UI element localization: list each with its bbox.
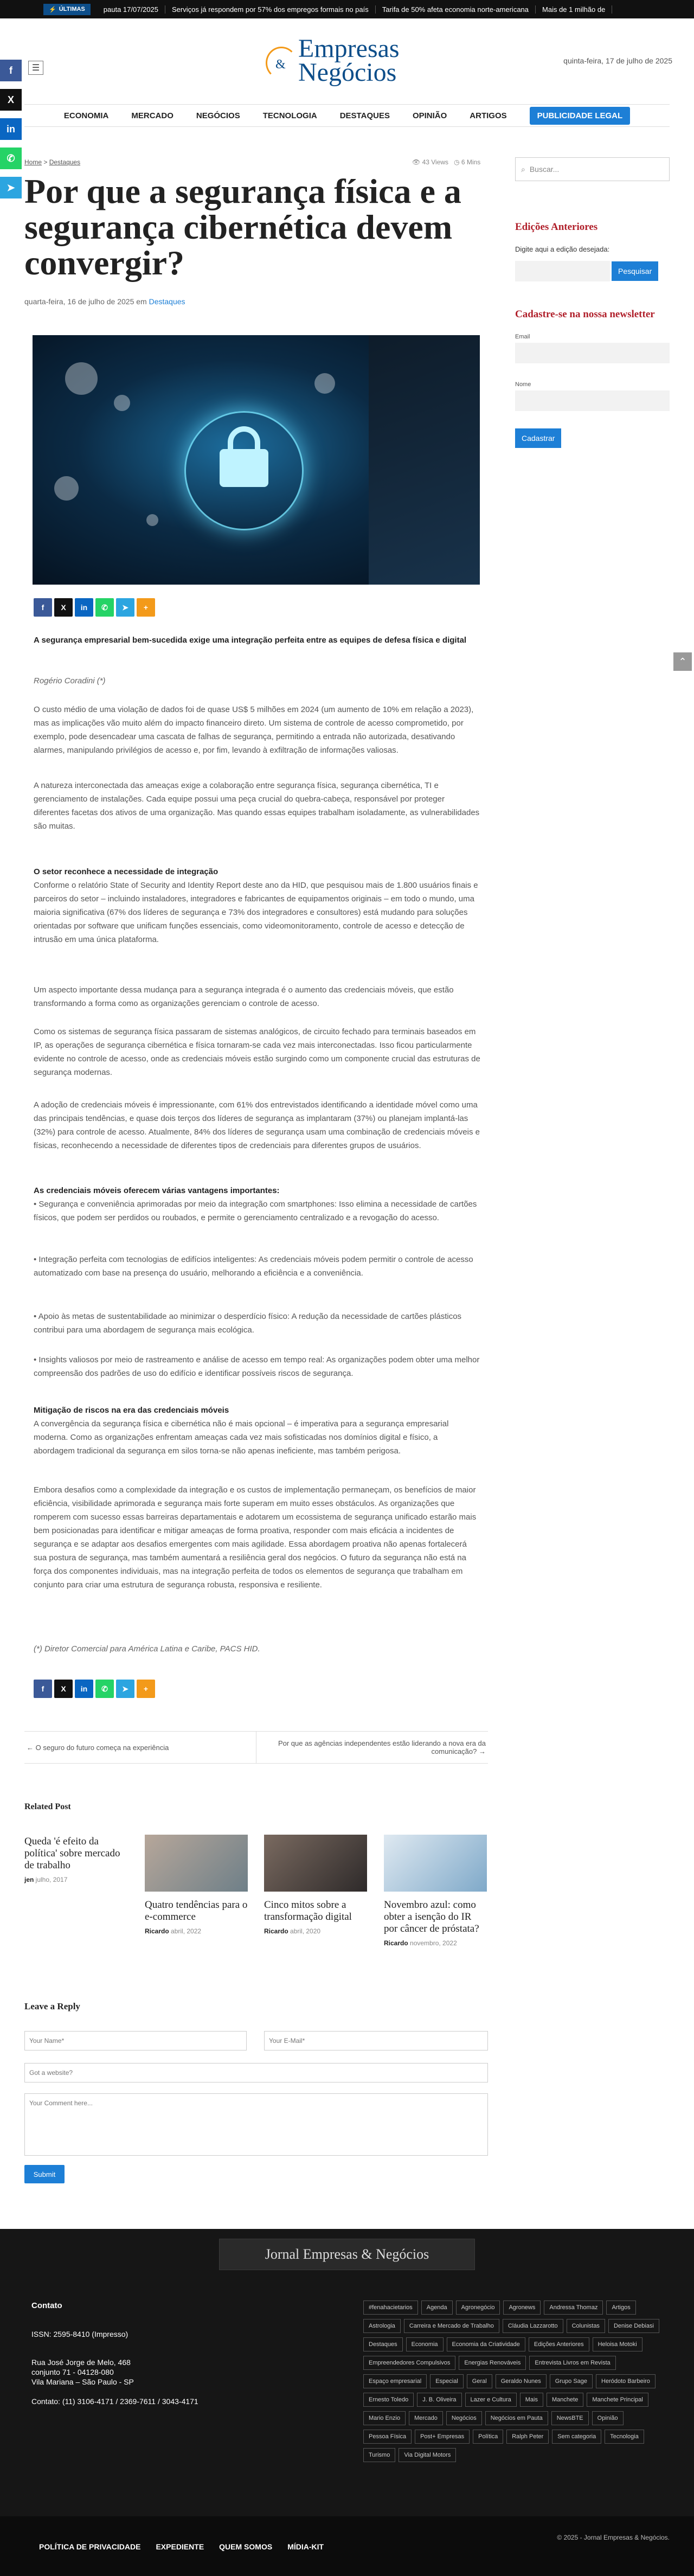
sidebar-search-input[interactable]: ⌕ Buscar... [515, 157, 670, 181]
tag-link[interactable]: Manchete Principal [587, 2393, 648, 2407]
chevron-up-icon: ⌃ [678, 656, 687, 667]
tag-link[interactable]: Edições Anteriores [529, 2337, 589, 2351]
more-share-button[interactable]: + [137, 598, 155, 617]
tag-link[interactable]: Tecnologia [605, 2430, 644, 2444]
menu-toggle-button[interactable] [28, 61, 43, 75]
related-post-meta [24, 1876, 127, 1883]
newsletter-name-label: Nome [515, 381, 531, 388]
whatsapp-share-button[interactable]: ✆ [95, 1680, 114, 1698]
related-post-image[interactable] [264, 1835, 367, 1892]
related-post-author[interactable]: Ricardo [264, 1927, 288, 1935]
tag-link[interactable]: Lazer e Cultura [465, 2393, 517, 2407]
editions-label: Digite aqui a edição desejada: [515, 245, 610, 253]
telegram-share-button[interactable]: ➤ [116, 1680, 134, 1698]
search-icon: ⌕ [521, 164, 525, 174]
related-post[interactable] [24, 1836, 127, 1883]
newsletter-email-label: Email [515, 334, 530, 340]
tag-link[interactable]: Política [473, 2430, 503, 2444]
whatsapp-share-button[interactable]: ✆ [95, 598, 114, 617]
tag-link[interactable]: Denise Debiasi [608, 2319, 659, 2333]
footer-link[interactable]: QUEM SOMOS [219, 2542, 273, 2551]
views-count: 👁 43 Views [412, 158, 449, 166]
tag-link[interactable]: Economia [406, 2337, 444, 2351]
comment-heading: Leave a Reply [24, 2001, 80, 2011]
contact-heading: Contato [31, 2301, 62, 2310]
paragraph-2: A natureza interconectada das ameaças exige a colaboração entre segurança física, segurança cibernética, TI e gerenciamento de instalações. Cada equipe possui uma peça crucial do quebra-cabeça, responsável por proteger diferentes facetas dos ativos de uma organização. Mas quando essas equipes trabalham isoladamente, as vulnerabilidades são muitas. [34, 781, 480, 831]
tag-link[interactable]: Opinião [592, 2411, 624, 2425]
newsletter-name-input[interactable] [515, 390, 670, 411]
share-buttons-top [34, 598, 155, 617]
breadcrumb-category[interactable]: Destaques [49, 158, 81, 166]
issn-text: ISSN: 2595-8410 (Impresso) [31, 2330, 128, 2338]
subheading-3: Mitigação de riscos na era das credenciais móveis [34, 1406, 229, 1415]
tag-link[interactable]: Pessoa Física [363, 2430, 412, 2444]
paragraph-3: Conforme o relatório State of Security and Identity Report deste ano da HID, que pesquisou mais de 1.800 usuários finais e parceiros do setor – incluindo instaladores, integradores e fabricantes de equipamentos originais – em todo o mundo, uma maioria significativa (67% dos líderes de segurança e 73% dos integradores e consultores) está mudando para soluções orientadas por software que unificam funções essenciais, como videomonitoramento, controle de acesso e detecção de intrusão em uma única plataforma. [34, 881, 478, 944]
bolt-icon: ⚡ [49, 6, 56, 13]
tag-link[interactable]: Artigos [606, 2301, 635, 2315]
tag-link[interactable]: Agenda [421, 2301, 453, 2315]
footer-link[interactable]: POLÍTICA DE PRIVACIDADE [39, 2542, 141, 2551]
tag-link[interactable]: Mais [520, 2393, 543, 2407]
previous-post-link[interactable]: ← O seguro do futuro começa na experiência [27, 1743, 169, 1752]
paragraph-8: Embora desafios como a complexidade da integração e os custos de implementação permaneçam, os benefícios de maior eficiência, visibilidade aprimorada e segurança mais forte superam em muito esses obstáculos. As organizações que romperem com sucesso essas barreiras departamentais e adotarem um ecossistema de segurança unificado estarão mais bem posicionadas para identificar e mitigar ameaças de forma proativa, responder com mais eficácia a incidentes de segurança e se adaptar aos desafios emergentes com mais agilidade. Essa abordagem proativa não apenas fortalecerá sua postura de segurança, mas também aumentará a resiliência geral dos negócios. O futuro da segurança não está na força dos componentes individuais, mas na integração perfeita de todos os elementos de segurança que trabalham em conjunto para criar uma estrutura de segurança robusta, responsiva e resiliente. [34, 1485, 477, 1590]
share-buttons-bottom [34, 1680, 155, 1698]
paragraph-5: Como os sistemas de segurança física passaram de sistemas analógicos, de circuito fechado para terminais baseados em IP, as operações de segurança cibernética e física tornaram-se cada vez mais interconectadas. Isso ficou particularmente evidente no controle de acesso, onde as credenciais móveis estão surgindo como um componente crucial das estruturas de segurança modernas. [34, 1027, 480, 1077]
tag-link[interactable]: Geral [467, 2374, 492, 2388]
news-ticker [0, 0, 694, 18]
tag-link[interactable]: Turismo [363, 2448, 395, 2462]
related-post-title[interactable]: Queda 'é efeito da política' sobre mercado de trabalho [24, 1836, 120, 1871]
tag-link[interactable]: Entrevista Livros em Revista [529, 2356, 615, 2370]
copyright: © 2025 - Jornal Empresas & Negócios. [557, 2534, 670, 2541]
more-share-button[interactable]: + [137, 1680, 155, 1698]
editions-heading: Edições Anteriores [515, 221, 598, 233]
tag-link[interactable]: Grupo Sage [550, 2374, 593, 2388]
nav-item-publicidade-legal[interactable]: PUBLICIDADE LEGAL [530, 107, 631, 125]
newsletter-heading: Cadastre-se na nossa newsletter [515, 309, 655, 320]
footer-links [39, 2542, 324, 2551]
tag-link[interactable]: Heloisa Motoki [593, 2337, 642, 2351]
subheading-1: O setor reconhece a necessidade de integração [34, 867, 219, 876]
logo-text-top: Empresas [298, 34, 400, 63]
tag-link[interactable]: Especial [430, 2374, 464, 2388]
tag-link[interactable]: Andressa Thomaz [544, 2301, 603, 2315]
related-post-author[interactable]: Ricardo [384, 1939, 408, 1947]
search-edition-button[interactable]: Pesquisar [612, 261, 658, 281]
related-post-meta [145, 1927, 248, 1935]
address-line-2: conjunto 71 - 04128-080 [31, 2368, 114, 2376]
address-line-1: Rua José Jorge de Melo, 468 [31, 2358, 131, 2367]
ticker-item[interactable]: Serviços já respondem por 57% dos empregos formais no país [165, 5, 376, 14]
article-category-link[interactable]: Destaques [149, 297, 185, 306]
comment-textarea[interactable]: Your Comment here... [24, 2093, 488, 2156]
tag-link[interactable]: Destaques [363, 2337, 403, 2351]
tag-link[interactable]: Via Digital Motors [399, 2448, 456, 2462]
article-date: quarta-feira, 16 de julho de 2025 em Destaques [24, 297, 185, 306]
tag-link[interactable]: Post+ Empresas [415, 2430, 470, 2444]
breadcrumb-home[interactable]: Home [24, 158, 42, 166]
website-field[interactable]: Got a website? [24, 2063, 488, 2082]
tag-link[interactable]: Negócios em Pauta [485, 2411, 548, 2425]
tag-link[interactable]: #fenahacietarios [363, 2301, 418, 2315]
paragraph-6: A adoção de credenciais móveis é impressionante, com 61% dos entrevistados identificando a identidade móvel como uma das principais tendências, e quase dois terços dos líderes de segurança as implantaram (37%) ou planejam implantá-las (32%) para controle de acesso. Atualmente, 84% dos líderes de segurança usam uma combinação de credenciais móveis e físicas, reconhecendo a necessidade de diferentes tipos de credenciais para diferentes grupos de usuários. [34, 1100, 480, 1150]
nav-item-destaques[interactable]: DESTAQUES [339, 111, 390, 120]
related-post-date: julho, 2017 [34, 1876, 68, 1883]
subheading-2: As credenciais móveis oferecem várias vantagens importantes: [34, 1186, 280, 1195]
nav-item-mercado[interactable]: MERCADO [131, 111, 174, 120]
tag-cloud [363, 2301, 667, 2462]
tag-link[interactable]: Heródoto Barbeiro [596, 2374, 656, 2388]
bullet-3: • Apoio às metas de sustentabilidade ao minimizar o desperdício físico: A redução da necessidade de cartões plásticos contribui para uma abordagem de segurança mais ecológica. [34, 1312, 462, 1335]
main-navigation [24, 104, 670, 127]
related-post-date: novembro, 2022 [408, 1939, 457, 1947]
related-post-meta [264, 1927, 367, 1935]
tag-link[interactable]: Ernesto Toledo [363, 2393, 414, 2407]
tag-link[interactable]: J. B. Oliveira [417, 2393, 461, 2407]
related-post[interactable] [384, 1835, 487, 1947]
header-date: quinta-feira, 17 de julho de 2025 [563, 56, 672, 65]
tag-link[interactable]: NewsBTE [551, 2411, 589, 2425]
facebook-share-button[interactable]: f [0, 60, 22, 81]
tag-link[interactable]: Agronews [503, 2301, 541, 2315]
padlock-icon [220, 449, 268, 487]
paragraph-7: A convergência da segurança física e cibernética não é mais opcional – é imperativa para a segurança empresarial moderna. Como as organizações enfrentam ameaças cada vez mais sofisticadas nos domínios digital e físico, a abordagem tradicional da segurança em silos torna-se não apenas ineficiente, mas também perigosa. [34, 1419, 449, 1456]
tag-link[interactable]: Geraldo Nunes [496, 2374, 547, 2388]
tag-link[interactable]: Cláudia Lazzarotto [503, 2319, 563, 2333]
logo-ampersand: & [275, 57, 286, 72]
address-line-3: Vila Mariana – São Paulo - SP [31, 2378, 134, 2386]
footer-link[interactable]: MÍDIA-KIT [287, 2542, 324, 2551]
ticker-item[interactable]: pauta 17/07/2025 [97, 5, 165, 14]
x-share-button[interactable]: X [0, 89, 22, 111]
facebook-share-button[interactable]: f [34, 1680, 52, 1698]
related-post-date: abril, 2020 [288, 1927, 321, 1935]
edition-input[interactable] [515, 261, 610, 281]
back-to-top-button[interactable] [673, 652, 692, 671]
author-note: (*) Diretor Comercial para América Latina e Caribe, PACS HID. [34, 1644, 260, 1654]
related-post-image[interactable] [384, 1835, 487, 1892]
article-title: Por que a segurança física e a segurança cibernética devem convergir? [24, 172, 461, 282]
linkedin-share-button[interactable]: in [75, 1680, 93, 1698]
article-author: Rogério Coradini (*) [34, 676, 106, 685]
footer-contact [31, 2301, 198, 2406]
tag-link[interactable]: Colunistas [567, 2319, 605, 2333]
tag-link[interactable]: Ralph Peter [506, 2430, 549, 2444]
telegram-share-button[interactable]: ➤ [0, 177, 22, 198]
related-post-title[interactable]: Novembro azul: como obter a isenção do IR por câncer de próstata? [384, 1899, 479, 1934]
article-hero-image [33, 335, 480, 585]
tag-link[interactable]: Carreira e Mercado de Trabalho [404, 2319, 499, 2333]
businessman-figure [369, 335, 480, 585]
newsletter-submit-button[interactable]: Cadastrar [515, 428, 561, 448]
next-post-link[interactable]: Por que as agências independentes estão liderando a nova era da comunicação? → [256, 1732, 488, 1763]
read-time: ◷ 6 Mins [454, 158, 481, 166]
tag-link[interactable]: Mario Enzio [363, 2411, 406, 2425]
related-post-title[interactable]: Cinco mitos sobre a transformação digital [264, 1899, 352, 1923]
nav-item-negócios[interactable]: NEGÓCIOS [196, 111, 240, 120]
tag-link[interactable]: Economia da Criatividade [447, 2337, 525, 2351]
email-field[interactable]: Your E-Mail* [264, 2031, 488, 2050]
linkedin-share-button[interactable]: in [75, 598, 93, 617]
tag-link[interactable]: Espaço empresarial [363, 2374, 427, 2388]
nav-item-economia[interactable]: ECONOMIA [63, 111, 109, 120]
nav-item-artigos[interactable]: ARTIGOS [470, 111, 507, 120]
tag-link[interactable]: Energias Renováveis [459, 2356, 526, 2370]
related-post-image[interactable] [145, 1835, 248, 1892]
tag-link[interactable]: Empreendedores Compulsivos [363, 2356, 455, 2370]
eye-icon: 👁 [412, 158, 421, 166]
post-navigation [24, 1731, 488, 1764]
facebook-share-button[interactable]: f [34, 598, 52, 617]
submit-comment-button[interactable]: Submit [24, 2165, 65, 2183]
footer-link[interactable]: EXPEDIENTE [156, 2542, 204, 2551]
article-lead: A segurança empresarial bem-sucedida exige uma integração perfeita entre as equipes de defesa física e digital [34, 636, 467, 645]
x-share-button[interactable]: X [54, 598, 73, 617]
x-share-button[interactable]: X [54, 1680, 73, 1698]
ticker-badge: ⚡ ÚLTIMAS [43, 4, 91, 15]
article-stats [412, 158, 480, 166]
telegram-share-button[interactable]: ➤ [116, 598, 134, 617]
related-post-author[interactable]: Ricardo [145, 1927, 169, 1935]
bullet-2: • Integração perfeita com tecnologias de edifícios inteligentes: As credenciais móveis podem permitir o controle de acesso automatizado com base na presença do usuário, melhorando a eficiência e a conveniência. [34, 1255, 473, 1278]
hamburger-icon: ☰ [31, 63, 40, 73]
related-post[interactable] [264, 1835, 367, 1935]
footer-title: Jornal Empresas & Negócios [219, 2239, 475, 2270]
name-field[interactable]: Your Name* [24, 2031, 247, 2050]
bullet-4: • Insights valiosos por meio de rastreamento e análise de acesso em tempo real: As organizações podem obter uma melhor compreensão dos padrões de uso do edifício e identificar possíveis riscos de segurança. [34, 1355, 480, 1378]
tag-link[interactable]: Agronegócio [456, 2301, 500, 2315]
paragraph-4: Um aspecto importante dessa mudança para a segurança integrada é o aumento das credenciais móveis, que estão transformando a forma como as organizações gerenciam o controle de acesso. [34, 985, 454, 1008]
logo-text-bottom: Negócios [298, 58, 397, 87]
breadcrumb [24, 158, 80, 166]
bullet-1: • Segurança e conveniência aprimoradas por meio da integração com smartphones: Isso elimina a necessidade de cartões físicos, que podem ser perdidos ou roubados, e permite o gerenciamento centralizado e a revogação do acesso. [34, 1200, 477, 1222]
contact-phones: Contato: (11) 3106-4171 / 2369-7611 / 3043-4171 [31, 2397, 198, 2406]
tag-link[interactable]: Sem categoria [552, 2430, 601, 2444]
ticker-items [97, 5, 613, 14]
floating-share-bar [0, 60, 22, 206]
related-posts-heading: Related Post [24, 1802, 71, 1811]
newsletter-email-input[interactable] [515, 343, 670, 363]
tag-link[interactable]: Mercado [409, 2411, 443, 2425]
whatsapp-share-button[interactable]: ✆ [0, 148, 22, 169]
tag-link[interactable]: Negócios [446, 2411, 482, 2425]
paragraph-1: O custo médio de uma violação de dados foi de quase US$ 5 milhões em 2024 (um aumento de 10% em relação a 2023), mas as implicações vão muito além do impacto financeiro direto. Um sistema de controle de acesso comprometido, por exemplo, pode desencadear uma cascata de falhas de segurança, permitindo a entrada não autorizada, desativando alarmes, manipulando privilégios de acesso e, por fim, levando à exfiltração de informações valiosas. [34, 705, 474, 755]
ticker-item[interactable]: Mais de 1 milhão de [536, 5, 612, 14]
breadcrumb-separator: > [43, 158, 48, 166]
clock-icon: ◷ [454, 158, 460, 166]
tag-link[interactable]: Manchete [547, 2393, 583, 2407]
related-post-meta [384, 1939, 487, 1947]
related-post-date: abril, 2022 [169, 1927, 202, 1935]
tag-link[interactable]: Astrologia [363, 2319, 401, 2333]
linkedin-share-button[interactable]: in [0, 118, 22, 140]
site-logo[interactable] [266, 31, 439, 91]
related-post[interactable] [145, 1835, 248, 1935]
nav-item-tecnologia[interactable]: TECNOLOGIA [262, 111, 317, 120]
related-post-title[interactable]: Quatro tendências para o e-commerce [145, 1899, 248, 1923]
related-post-author[interactable]: jen [24, 1876, 34, 1883]
nav-item-opinião[interactable]: OPINIÃO [412, 111, 447, 120]
ticker-item[interactable]: Tarifa de 50% afeta economia norte-americana [376, 5, 536, 14]
